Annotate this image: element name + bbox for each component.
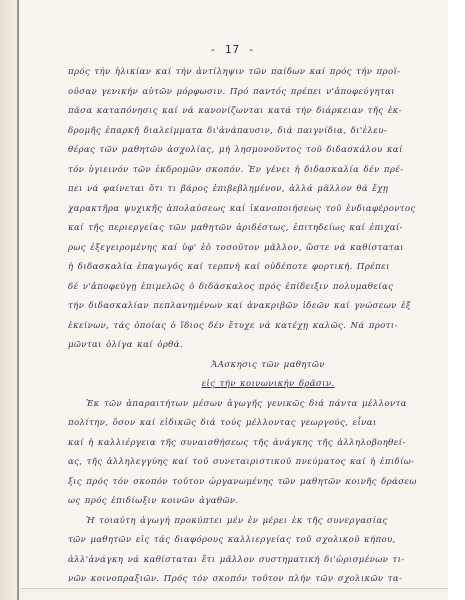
typed-text-block (68, 63, 438, 590)
text-line: ας, τῆς ἀλληλεγγύης καί τοῦ συνεταιριστικοῦ πνεύματος καί ἡ ἐπιδίω- (68, 457, 415, 467)
text-line: θέρας τῶν μαθητῶν ἀσχολίας, μή λησμονοῦντος τοῦ διδασκάλου καί (68, 145, 403, 155)
text-line: ἐκείνων, τάς ὁποίας ὁ ἴδιος δέν ἔτυχε νά κατέχῃ καλῶς. Νά προτι- (68, 320, 398, 331)
text-line: τόν ὑγιεινόν τῶν ἐκδρομῶν σκοπόν. Ἐν γένει ἡ διδασκαλία δέν πρέ- (68, 164, 404, 175)
text-line: τῶν μαθητῶν εἰς τάς διαφόρους καλλιεργείας τοῦ σχολικοῦ κήπου, (68, 535, 396, 545)
text-line: δρομῆς ἐπαρκῆ διαλείμματα δι'ἀνάπαυσιν, διά παιγνίδια, δι'ἐλευ- (68, 125, 388, 136)
section-heading: ἈΑσκησις τῶν μαθητῶν (211, 359, 325, 370)
text-line: πρός τήν ἡλικίαν καί τήν ἀντίληψιν τῶν παίδων καί πρός τήν προϊ- (68, 67, 401, 77)
section-heading-underlined: εἰς τήν κοινωνικήν δρᾶσιν. (201, 379, 335, 389)
text-line: ξις πρός τόν σκοπόν τοῦτον ὠργανωμένης τῶν μαθητῶν κοινῆς δράσεω (68, 476, 417, 487)
text-line: πολίτην, ὅσον καί εἰδικῶς διά τούς μέλλοντας γεωργούς, εἶναι (68, 418, 377, 428)
binding-shadow (0, 0, 17, 600)
text-line: νῶν κοινοπραξιῶν. Πρός τόν σκοπόν τοῦτον πλήν τῶν σχολικῶν τα- (68, 574, 403, 584)
text-line: δέ ν'ἀποφεύγῃ ἐπιμελῶς ὁ διδάσκαλος πρός ἐπίδειξιν πολυμαθείας (68, 281, 394, 292)
page-margin-right (448, 0, 465, 600)
text-line: μῶνται ὀλίγα καί ὀρθά. (68, 340, 183, 350)
text-line: Ἡ τοιαύτη ἀγωγή προκύπτει μέν ἐν μέρει ἐκ τῆς συνεργασίας (86, 515, 388, 526)
text-line: ως πρός ἐπιδίωξιν κοινῶν ἀγαθῶν. (68, 496, 239, 506)
text-line: Ἐκ τῶν ἀπαραιτήτων μέσων ἀγωγῆς γενικῶς διά πάντα μέλλοντα (86, 398, 407, 409)
binding-spine (17, 0, 19, 600)
text-line: ἡ διδασκαλία ἐπαγωγός καί τερπνή καί οὐδέποτε φορτική. Πρέπει (68, 262, 390, 272)
page-number: - 17 - (209, 43, 256, 56)
paragraph-1 (68, 63, 438, 356)
text-line: καί ἡ καλλιέργεια τῆς συναισθήσεως τῆς ἀνάγκης τῆς ἀλληλοβοηθεί- (68, 437, 406, 448)
text-line: πει νά φαίνεται ὅτι τι βάρος ἐπιβεβλημένον, ἀλλά μᾶλλον θά ἔχῃ (68, 184, 389, 194)
text-line: πᾶσα καταπόνησις καί νά κανονίζωνται κατά τήν διάρκειαν τῆς ἐκ- (68, 106, 402, 116)
paragraph-3 (68, 512, 438, 590)
text-line: καί τῆς περιεργείας τῶν μαθητῶν ἀριδέστως, ἐπιτηδείως καί ἐπιχαί- (68, 223, 403, 233)
paragraph-2 (68, 395, 438, 512)
text-line: ἀλλ'ἀνάγκη νά καθίσταται ἔτι μᾶλλον συστηματική δι'ὡρισμένων τι- (68, 554, 405, 565)
text-line: χαρακτῆρα ψυχικῆς ἀπολαύσεως καί ἱκανοποιήσεως τοῦ ἐνδιαφέροντος (68, 203, 416, 214)
text-line: τήν διδασκαλίαν πεπλανημένων καί ἀνακριβῶν ἰδεῶν καί γνώσεων ἐξ (68, 301, 411, 311)
text-line: ρως ἐξεγειρομένης καί ὑφ' ἐὀ τοσοῦτον μᾶλλον, ὥστε νά καθίσταται (68, 242, 404, 253)
text-line: οῦσαν γενικήν αὐτῶν μόρφωσιν. Πρό παντός πρέπει ν'ἀποφεύγηται (68, 86, 395, 97)
